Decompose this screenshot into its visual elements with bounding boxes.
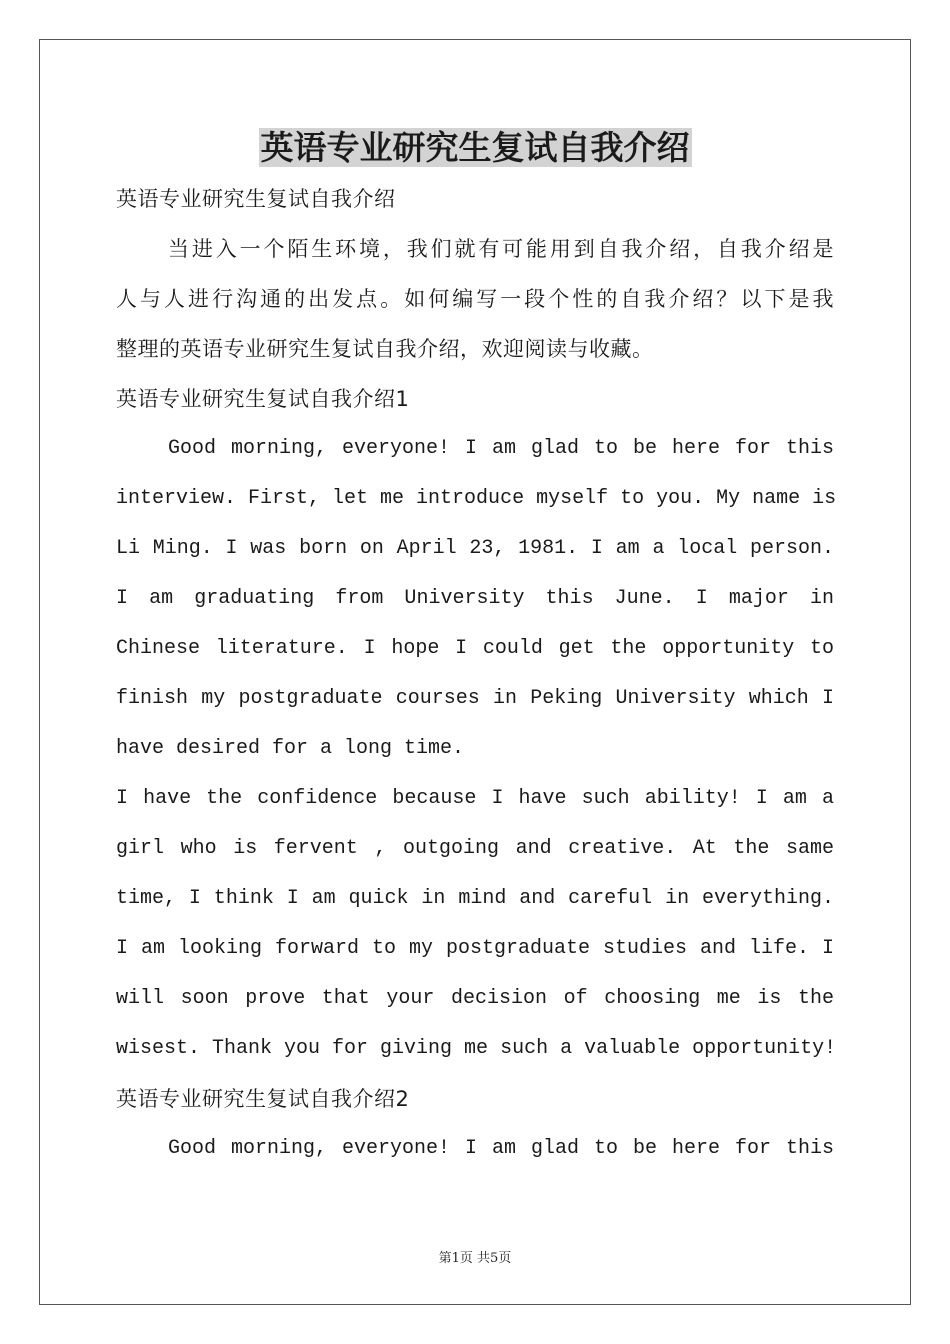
paragraph-line: Good morning, everyone! I am glad to be here for this [168,437,834,460]
document-title-text: 英语专业研究生复试自我介绍 [260,128,690,167]
document-subtitle: 英语专业研究生复试自我介绍 [116,187,396,211]
paragraph-line: finish my postgraduate courses in Peking University which I [116,687,834,710]
section-heading-1: 英语专业研究生复试自我介绍1 [116,387,410,411]
paragraph-line: have desired for a long time. [116,737,465,760]
document-body [116,126,837,1174]
paragraph-line: girl who is fervent , outgoing and creative. At the same [116,837,834,860]
intro-line: 当进入一个陌生环境，我们就有可能用到自我介绍，自我介绍是 [168,237,834,261]
paragraph-line: I am graduating from University this June. I major in [116,587,834,610]
paragraph-line: I am looking forward to my postgraduate studies and life. I [116,937,834,960]
page-number-footer: 第1页 共5页 [438,1251,512,1266]
section-heading-2: 英语专业研究生复试自我介绍2 [116,1087,410,1111]
paragraph-line: Good morning, everyone! I am glad to be here for this [168,1137,834,1160]
paragraph-line: I have the confidence because I have such ability! I am a [116,787,834,810]
document-title [116,126,834,170]
paragraph-line: interview. First, let me introduce myself to you. My name is [116,487,837,510]
intro-line: 人与人进行沟通的出发点。如何编写一段个性的自我介绍？以下是我 [116,287,834,311]
paragraph-line: Li Ming. I was born on April 23, 1981. I am a local person. [116,537,834,560]
paragraph-line: wisest. Thank you for giving me such a valuable opportunity! [116,1037,837,1060]
paragraph-line: will soon prove that your decision of choosing me is the [116,987,834,1010]
paragraph-line: Chinese literature. I hope I could get the opportunity to [116,637,834,660]
paragraph-line: time, I think I am quick in mind and careful in everything. [116,887,834,910]
intro-line: 整理的英语专业研究生复试自我介绍，欢迎阅读与收藏。 [116,337,654,361]
